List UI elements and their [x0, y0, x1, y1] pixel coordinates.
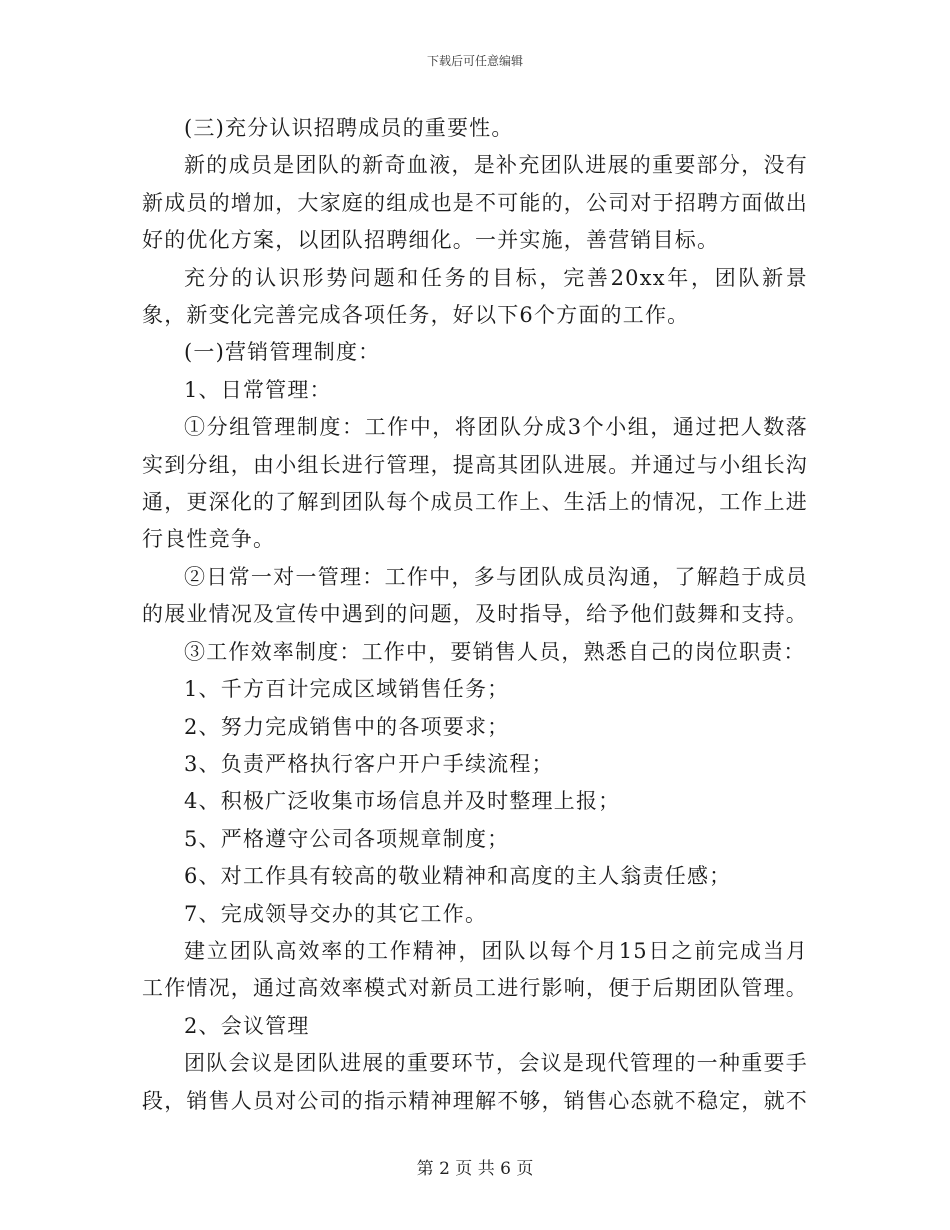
- paragraph-situation-goals: 充分的认识形势问题和任务的目标，完善20xx年，团队新景象，新变化完善完成各项任务，好以下6个方面的工作。: [142, 265, 808, 328]
- list-item: 7、完成领导交办的其它工作。: [184, 901, 488, 926]
- list-item: 3、负责严格执行客户开户手续流程；: [184, 751, 554, 776]
- paragraph-group-management: ①分组管理制度：工作中，将团队分成3个小组，通过把人数落实到分组，由小组长进行管理，提高其团队进展。并通过与小组长沟通，更深化的了解到团队每个成员工作上、生活上的情况，工作上进行良性竞争。: [142, 415, 808, 552]
- subheading-meeting-management: 2、会议管理: [184, 1013, 310, 1038]
- list-item: 1、千方百计完成区域销售任务；: [184, 677, 510, 702]
- subheading-daily-management: 1、日常管理：: [184, 377, 332, 402]
- section-heading-recruitment: (三)充分认识招聘成员的重要性。: [184, 116, 514, 140]
- list-item: 6、对工作具有较高的敬业精神和高度的主人翁责任感；: [184, 864, 732, 889]
- section-heading-marketing-management: (一)营销管理制度：: [184, 340, 381, 365]
- list-item: 4、积极广泛收集市场信息并及时整理上报；: [184, 789, 621, 814]
- paragraph-new-members: 新的成员是团队的新奇血液，是补充团队进展的重要部分，没有新成员的增加，大家庭的组成也是不可能的，公司对于招聘方面做出好的优化方案，以团队招聘细化。一并实施，善营销目标。: [142, 153, 808, 253]
- paragraph-team-efficiency: 建立团队高效率的工作精神，团队以每个月15日之前完成当月工作情况，通过高效率模式对新员工进行影响，便于后期团队管理。: [142, 938, 808, 1001]
- list-item: 5、严格遵守公司各项规章制度；: [184, 826, 510, 851]
- list-item: 2、努力完成销售中的各项要求；: [184, 714, 510, 739]
- document-body: [142, 110, 808, 1120]
- page-number: 第 2 页 共 6 页: [416, 1159, 534, 1179]
- paragraph-one-on-one: ②日常一对一管理：工作中，多与团队成员沟通，了解趋于成员的展业情况及宣传中遇到的问题，及时指导，给予他们鼓舞和支持。: [142, 564, 808, 627]
- paragraph-team-meetings: 团队会议是团队进展的重要环节，会议是现代管理的一种重要手段，销售人员对公司的指示精神理解不够，销售心态就不稳定，就不: [142, 1051, 808, 1113]
- paragraph-efficiency-system: ③工作效率制度：工作中，要销售人员，熟悉自己的岗位职责：: [184, 639, 806, 664]
- page-header: 下载后可任意编辑: [426, 54, 523, 68]
